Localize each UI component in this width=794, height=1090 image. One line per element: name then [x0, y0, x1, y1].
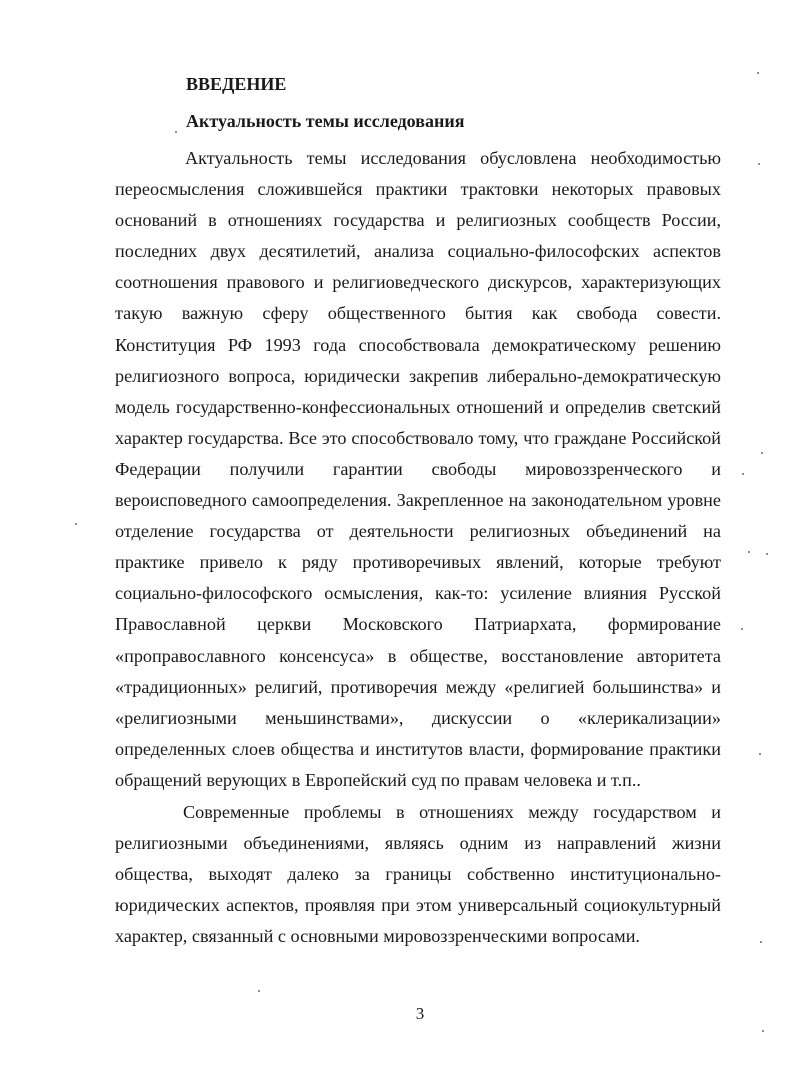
scan-speck	[758, 163, 760, 165]
scan-speck	[175, 131, 177, 133]
scan-speck	[742, 473, 744, 475]
scan-speck	[258, 990, 260, 992]
scan-speck	[741, 628, 743, 630]
paragraph-modern-problems: Современные проблемы в отношениях между государством и религиозными объединениями, являясь одним из направлений жизни общества, выходят далеко за границы собственно институционально-юридических аспектов, проявляя при этом универсальный социокультурный характер, связанный с основными мировоззренческими вопросами.	[115, 802, 721, 947]
scan-speck	[761, 452, 763, 454]
scan-speck	[759, 753, 761, 755]
scan-speck	[748, 551, 750, 553]
scan-speck	[75, 523, 77, 525]
paragraph-relevance: Актуальность темы исследования обусловлена необходимостью переосмысления сложившейся практики трактовки некоторых правовых оснований в отношениях государства и религиозных сообществ России, последних двух десятилетий, анализа социально-философских аспектов соотношения правового и религиоведческого дискурсов, характеризующих такую важную сферу общественного бытия как свобода совести. Конституция РФ 1993 года способствовала демократическому решению религиозного вопроса, юридически закрепив либерально-демократическую модель государственно-конфессиональных отношений и определив светский характер государства. Все это способствовало тому, что граждане Российской Федерации получили гарантии свободы мировоззренческого и вероисповедного самоопределения. Закрепленное на законодательном уровне отделение государства от деятельности религиозных объединений на практике привело к ряду противоречивых явлений, которые требуют социально-философского осмысления, как-то: усиление влияния Русской Православной церкви Московского Патриархата, формирование «проправославного консенсуса» в обществе, восстановление авторитета «традиционных» религий, противоречия между «религией большинства» и «религиозными меньшинствами», дискуссии о «клерикализации» определенных слоев общества и институтов власти, формирование практики обращений верующих в Европейский суд по правам человека и т.п..	[115, 148, 721, 790]
scan-speck	[766, 553, 768, 555]
scan-speck	[757, 72, 759, 74]
scan-speck	[760, 941, 762, 943]
scan-speck	[762, 1030, 764, 1032]
page-number: 3	[415, 1004, 425, 1023]
section-heading: ВВЕДЕНИЕ	[186, 74, 287, 94]
subsection-heading: Актуальность темы исследования	[186, 111, 465, 131]
